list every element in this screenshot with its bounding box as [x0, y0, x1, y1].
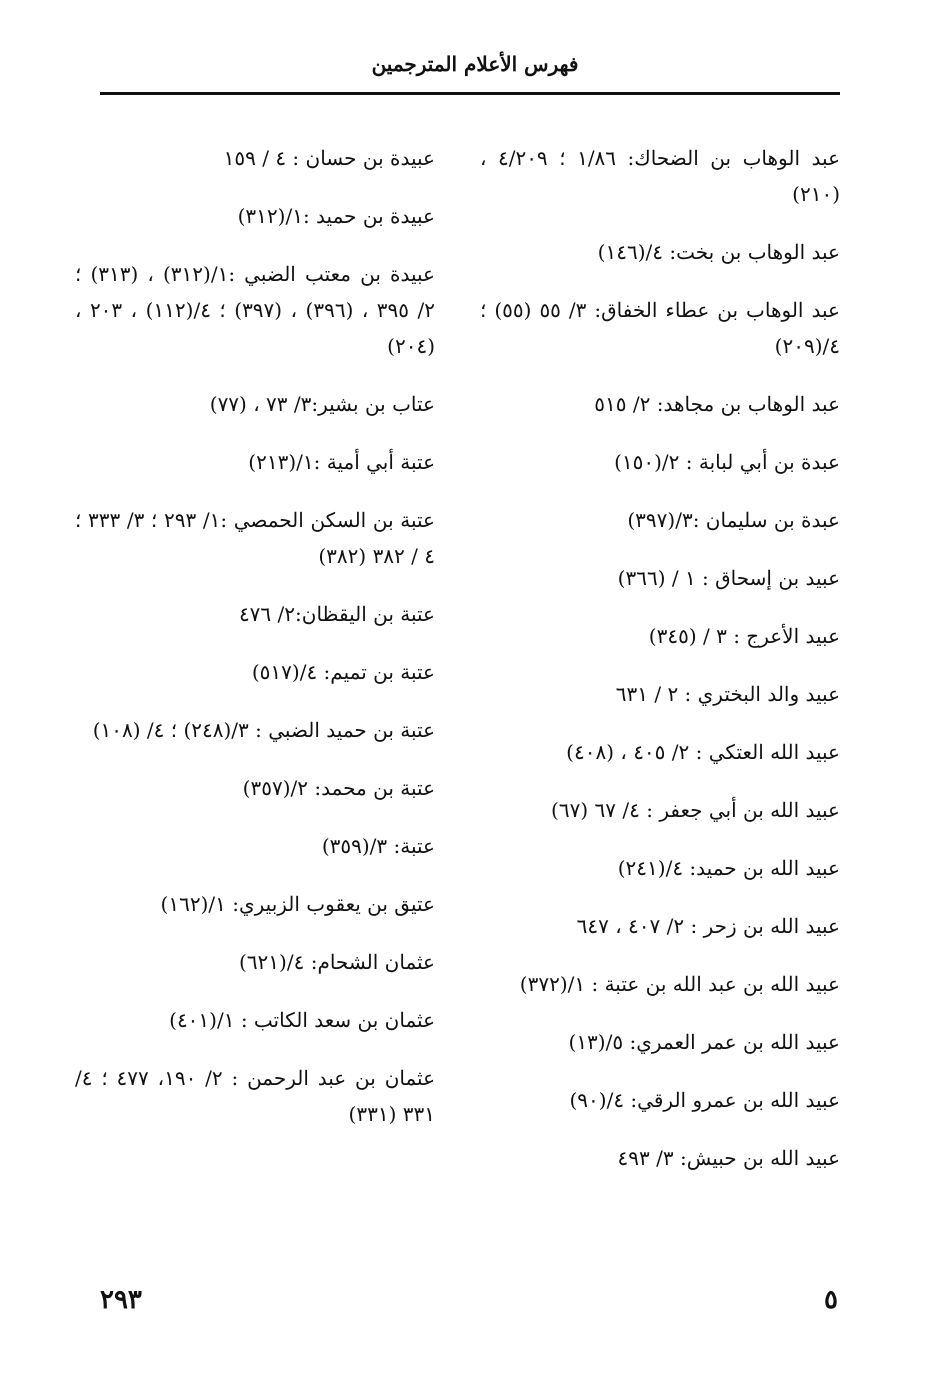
index-entry: عبيد الله بن زحر : ٢/ ٤٠٧ ، ٦٤٧: [576, 914, 840, 938]
index-entry: عتاب بن بشير:٣/ ٧٣ ، (٧٧): [209, 392, 435, 416]
index-entry: عثمان بن سعد الكاتب : ١/(٤٠١): [169, 1008, 435, 1032]
index-entry: عتيق بن يعقوب الزبيري: ١/(١٦٢): [160, 892, 435, 916]
index-entry: عتبة بن اليقظان:٢/ ٤٧٦: [238, 602, 435, 626]
index-entry: عبد الوهاب بن الضحاك: ١/٨٦ ؛ ٤/٢٠٩ ، (٢١٠): [480, 146, 841, 206]
index-entry: عثمان بن عبد الرحمن : ٢/ ١٩٠، ٤٧٧ ؛ ٤/ ٣٣١ (٣٣١): [75, 1066, 436, 1126]
index-entry: عبيد بن إسحاق : ١ / (٣٦٦): [617, 566, 840, 590]
index-entry: عبيد الله بن حميد: ٤/(٢٤١): [617, 856, 840, 880]
index-entry: عبيد الله بن عمر العمري: ٥/(١٣): [568, 1030, 840, 1054]
index-entry: عتبة بن حميد الضبي : ٣/(٢٤٨) ؛ ٤/ (١٠٨): [92, 718, 435, 742]
index-entry: عبيد الله العتكي : ٢/ ٤٠٥ ، (٤٠٨): [566, 740, 840, 764]
index-entry: عبد الوهاب بن بخت: ٤/(١٤٦): [597, 240, 840, 264]
index-entry: عتبة: ٣/(٣٥٩): [321, 834, 435, 858]
page-number: ٢٩٣: [100, 1285, 142, 1315]
index-entry: عبيدة بن معتب الضبي :١/(٣١٢) ، (٣١٣) ؛ ٢/ ٣٩٥ ، (٣٩٦) ، (٣٩٧) ؛ ٤/(١١٢) ، ٢٠٣ ، (٢٠٤): [75, 262, 436, 358]
index-entry: عبيد الأعرج : ٣ / (٣٤٥): [648, 624, 840, 648]
index-entry: عبيد الله بن أبي جعفر : ٤/ ٦٧ (٦٧): [551, 798, 840, 822]
index-entry: عبد الوهاب بن عطاء الخفاق: ٣/ ٥٥ (٥٥) ؛ ٤/(٢٠٩): [480, 298, 840, 358]
left-column: [75, 140, 435, 1154]
volume-number: ٥: [824, 1285, 838, 1315]
index-entry: عبيد الله بن عبد الله بن عتبة : ١/(٣٧٢): [519, 972, 840, 996]
index-entry: عتبة أبي أمية :١/(٢١٣): [248, 450, 435, 474]
header-rule: [100, 92, 840, 95]
index-entry: عبيد الله بن حبيش: ٣/ ٤٩٣: [617, 1146, 840, 1170]
index-entry: عبدة بن أبي لبابة : ٢/(١٥٠): [614, 450, 840, 474]
index-entry: عبيدة بن حسان : ٤ / ١٥٩: [223, 146, 435, 170]
index-entry: عتبة بن محمد: ٢/(٣٥٧): [242, 776, 435, 800]
index-entry: عثمان الشحام: ٤/(٦٢١): [239, 950, 435, 974]
running-header-title: فهرس الأعلام المترجمين: [371, 52, 579, 76]
index-entry: عبدة بن سليمان :٣/(٣٩٧): [627, 508, 840, 532]
right-column: [480, 140, 840, 1198]
index-entry: عتبة بن السكن الحمصي :١/ ٢٩٣ ؛ ٣/ ٣٣٣ ؛ ٤ / ٣٨٢ (٣٨٢): [75, 508, 435, 568]
index-entry: عبيد والد البختري : ٢ / ٦٣١: [615, 682, 840, 706]
index-entry: عتبة بن تميم: ٤/(٥١٧): [251, 660, 435, 684]
index-entry: عبد الوهاب بن مجاهد: ٢/ ٥١٥: [594, 392, 840, 416]
index-entry: عبيد الله بن عمرو الرقي: ٤/(٩٠): [569, 1088, 840, 1112]
index-entry: عبيدة بن حميد :١/(٣١٢): [237, 204, 435, 228]
